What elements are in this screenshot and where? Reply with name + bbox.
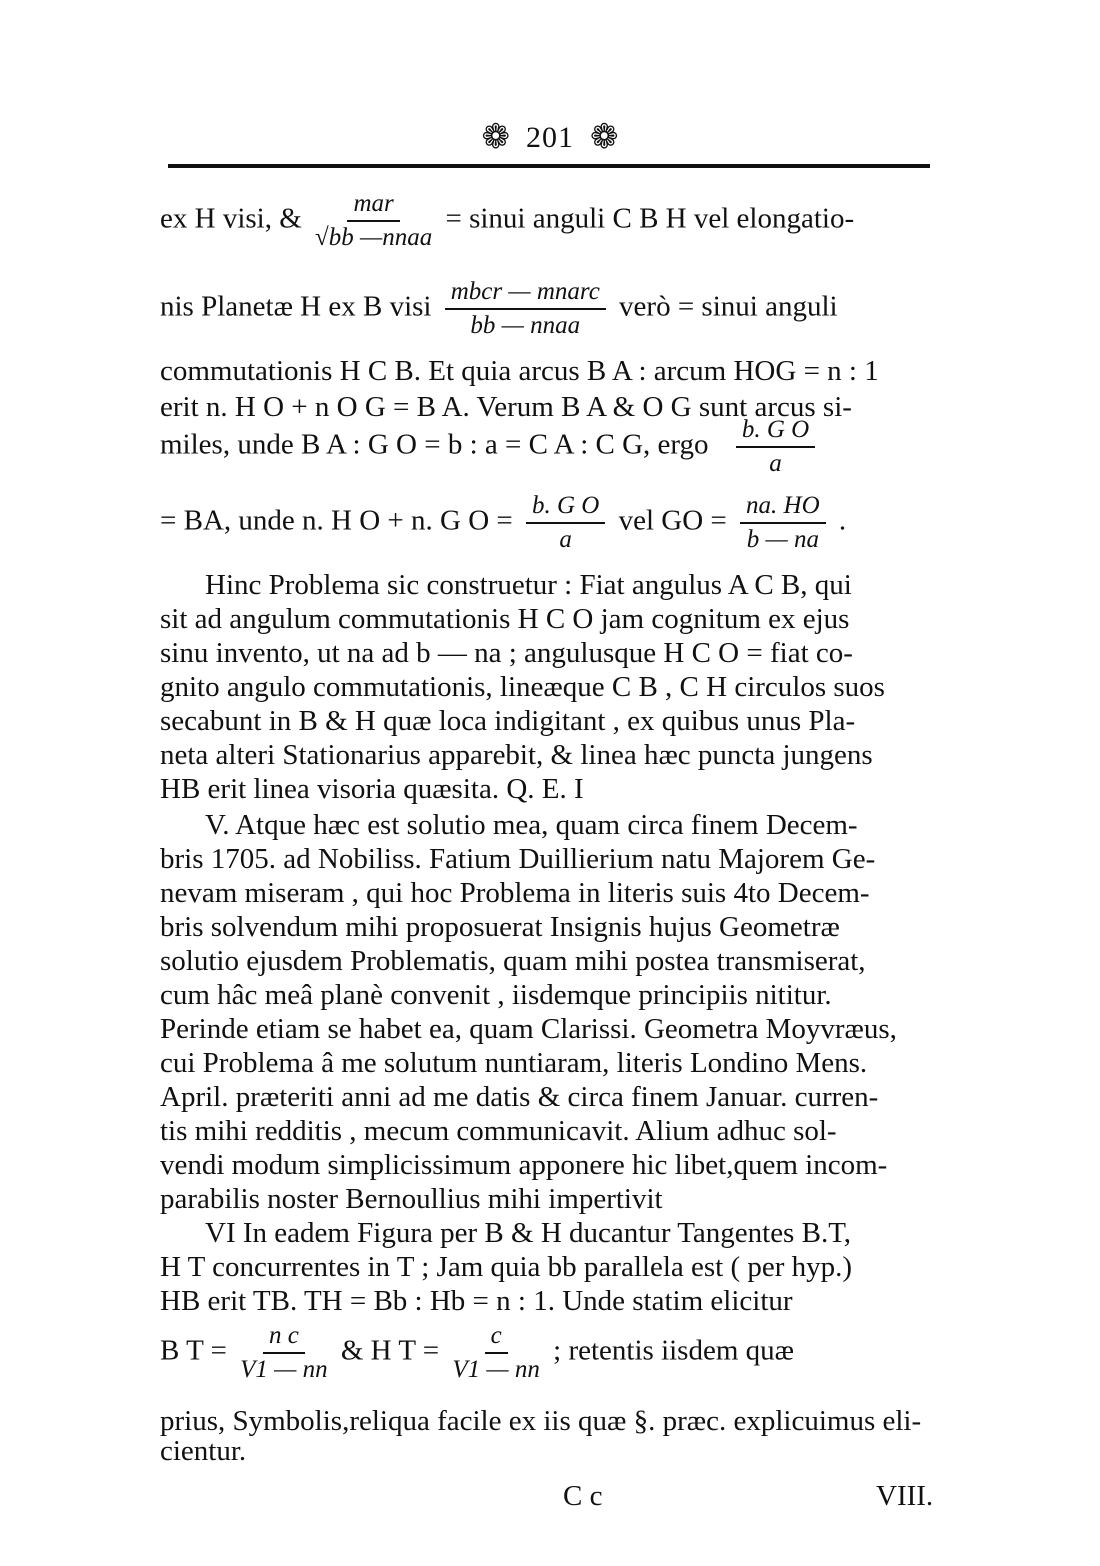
text-line: bris 1705. ad Nobiliss. Fatium Duillierium natu Majorem Ge- [160, 843, 876, 875]
signature-mark: C c [563, 1480, 603, 1512]
page-number: 201 [526, 121, 574, 154]
text-line: H T concurrentes in T ; Jam quia bb parallela est ( per hyp.) [160, 1251, 853, 1283]
text-line: Perinde etiam se habet ea, quam Clarissi. Geometra Moyvræus, [160, 1013, 897, 1045]
numerator: mbcr — mnarc [445, 278, 606, 310]
denominator: √bb —nnaa [315, 224, 433, 251]
text: = BA, unde n. H O + n. G O = [160, 504, 513, 537]
flower-ornament-icon: ❁ [590, 119, 619, 156]
text-line: tis mihi redditis , mecum communicavit. Alium adhuc sol- [160, 1115, 837, 1147]
text-line: secabunt in B & H quæ loca indigitant , ex quibus unus Pla- [160, 705, 856, 737]
text: nis Planetæ H ex B visi [160, 290, 432, 323]
text-line: sinu invento, ut na ad b — na ; angulusque H C O = fiat co- [160, 637, 853, 669]
running-header [440, 118, 660, 158]
denominator: a [559, 526, 572, 553]
formula-line-2 [160, 278, 838, 340]
text-line: bris solvendum mihi proposuerat Insignis hujus Geometræ [160, 911, 840, 943]
text: vel GO = [618, 504, 727, 537]
text: miles, unde B A : G O = b : a = C A : C G, ergo [160, 428, 709, 461]
formula-line-3 [160, 416, 821, 478]
numerator: c [485, 1322, 508, 1354]
numerator: b. G O [526, 492, 605, 524]
text-line: gnito angulo commutationis, lineæque C B , C H circulos suos [160, 671, 885, 703]
denominator: a [769, 450, 782, 477]
denominator: bb — nnaa [470, 312, 581, 339]
text-line: April. præteriti anni ad me datis & circa finem Januar. curren- [160, 1081, 879, 1113]
text: & H T = [340, 1334, 440, 1367]
numerator: n c [263, 1322, 305, 1354]
text-line: cum hâc meâ planè convenit , iisdemque principiis nititur. [160, 979, 832, 1011]
text-line: neta alteri Stationarius apparebit, & linea hæc puncta jungens [160, 739, 873, 771]
numerator: na. HO [740, 492, 826, 524]
fraction [740, 492, 826, 554]
denominator: V1 — nn [240, 1356, 328, 1383]
denominator: b — na [746, 526, 819, 553]
text: = sinui anguli C B H vel elongatio- [445, 202, 855, 235]
text-line: parabilis noster Bernoullius mihi impertivit [160, 1183, 663, 1215]
flower-ornament-icon: ❁ [481, 119, 510, 156]
header-rule [168, 164, 930, 168]
text-line: prius, Symbolis,reliqua facile ex iis quæ §. præc. explicuimus eli- [160, 1405, 922, 1437]
numerator: mar [347, 190, 399, 222]
text-line: VI In eadem Figura per B & H ducantur Tangentes B.T, [205, 1217, 852, 1249]
text-line: solutio ejusdem Problematis, quam mihi postea transmiserat, [160, 945, 866, 977]
fraction [240, 1322, 328, 1384]
text: ; retentis iisdem quæ [553, 1334, 794, 1367]
formula-line-1 [160, 190, 854, 252]
catchword: VIII. [876, 1480, 934, 1512]
fraction [736, 416, 815, 478]
text-line: erit n. H O + n O G = B A. Verum B A & O G sunt arcus si- [160, 391, 852, 423]
text: ex H visi, & [160, 202, 302, 235]
denominator: V1 — nn [452, 1356, 540, 1383]
text-line: commutationis H C B. Et quia arcus B A : arcum HOG = n : 1 [160, 355, 879, 387]
text-line: Hinc Problema sic construetur : Fiat angulus A C B, qui [205, 569, 852, 601]
fraction [526, 492, 605, 554]
fraction [445, 278, 606, 340]
text-line: HB erit TB. TH = Bb : Hb = n : 1. Unde statim elicitur [160, 1285, 793, 1317]
text: verò = sinui anguli [619, 290, 838, 323]
text-line: cientur. [160, 1435, 247, 1467]
formula-line-5 [160, 1322, 794, 1384]
text-line: V. Atque hæc est solutio mea, quam circa finem Decem- [205, 809, 858, 841]
fraction [452, 1322, 540, 1384]
text: B T = [160, 1334, 227, 1367]
formula-line-4 [160, 492, 846, 554]
text-line: vendi modum simplicissimum apponere hic libet,quem incom- [160, 1149, 888, 1181]
text-line: HB erit linea visoria quæsita. Q. E. I [160, 773, 584, 805]
text: . [838, 504, 847, 537]
numerator: b. G O [736, 416, 815, 448]
text-line: cui Problema â me solutum nuntiaram, literis Londino Mens. [160, 1047, 868, 1079]
text-line: sit ad angulum commutationis H C O jam cognitum ex ejus [160, 603, 850, 635]
fraction [315, 190, 432, 252]
text-line: nevam miseram , qui hoc Problema in literis suis 4to Decem- [160, 877, 870, 909]
